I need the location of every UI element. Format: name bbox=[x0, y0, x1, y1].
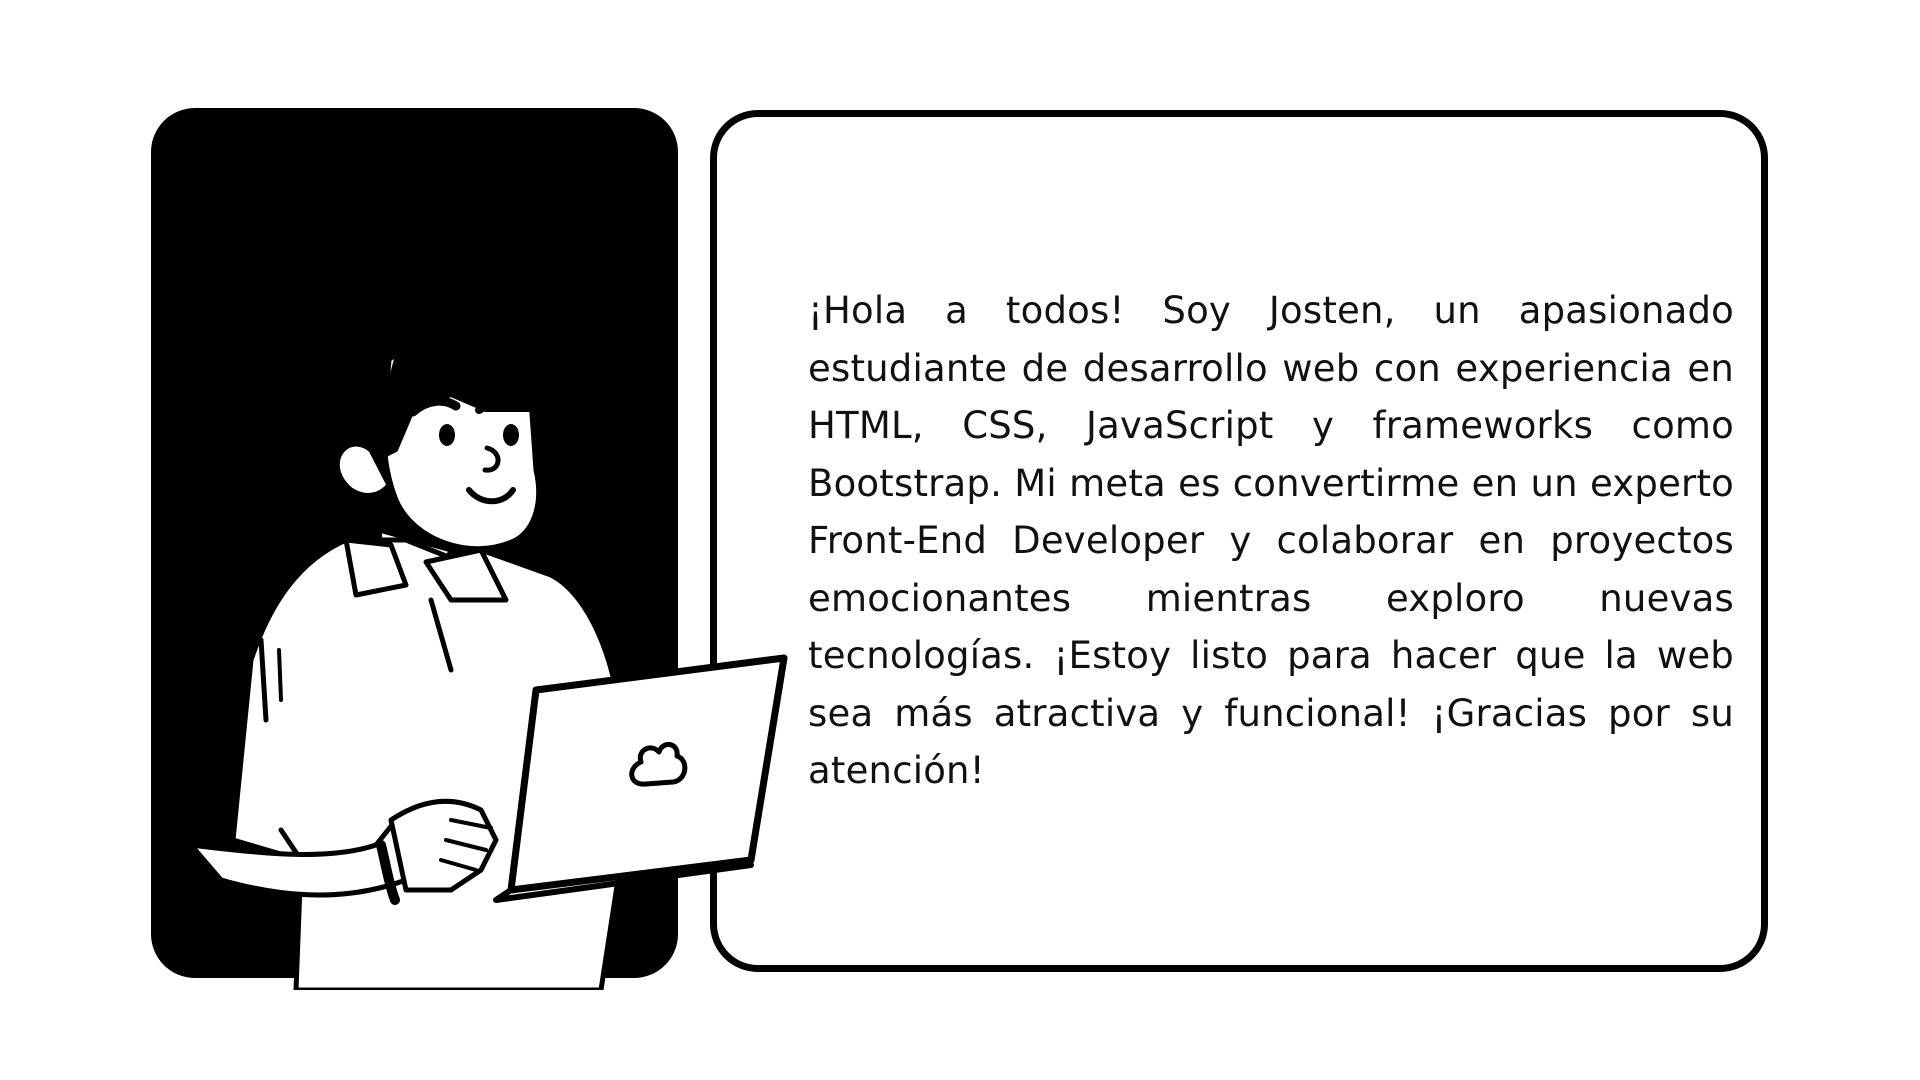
portrait-panel bbox=[151, 108, 678, 978]
bio-paragraph: ¡Hola a todos! Soy Josten, un apasionado estudiante de desarrollo web con experiencia en HTML, CSS, JavaScript y frameworks como Bootstrap. Mi meta es convertirme en un experto Front-End Developer y colaborar en proyectos emocionantes mientras exploro nuevas tecnologías. ¡Estoy listo para hacer que la web sea más atractiva y funcional! ¡Gracias por su atención! bbox=[808, 289, 1734, 792]
